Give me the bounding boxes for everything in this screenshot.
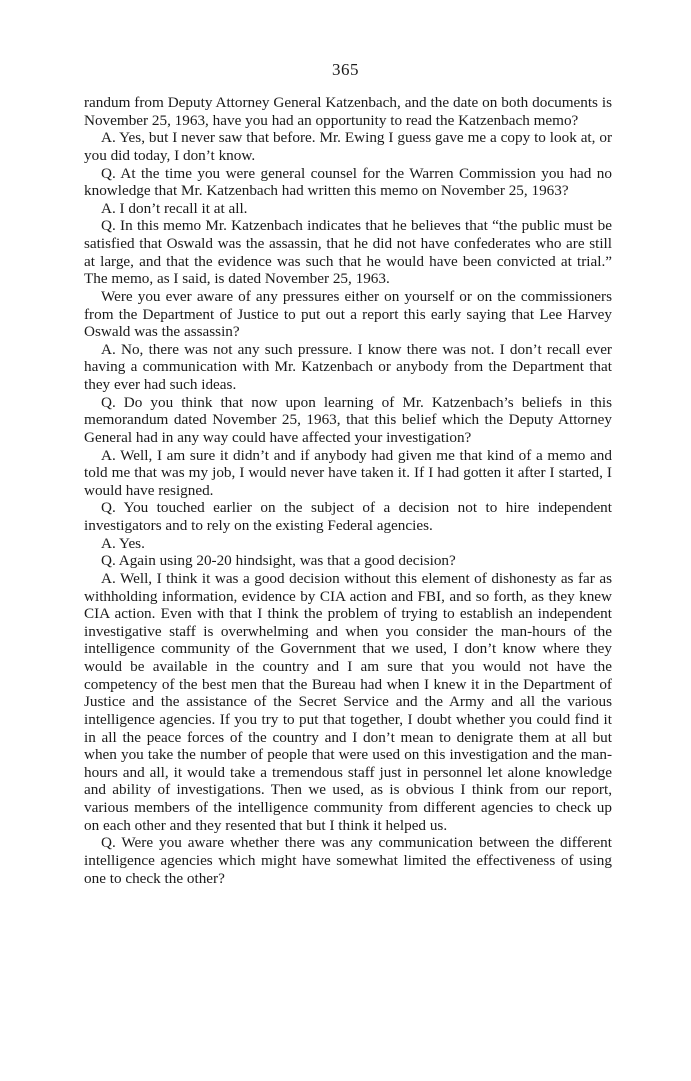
paragraph: A. Yes, but I never saw that before. Mr. Ewing I guess gave me a copy to look at, or you did today, I don’t know. bbox=[84, 129, 612, 164]
paragraph: A. Well, I am sure it didn’t and if anybody had given me that kind of a memo and told me that was my job, I would never have taken it. If I had gotten it after I started, I would have resigned. bbox=[84, 446, 612, 499]
paragraph: Q. In this memo Mr. Katzenbach indicates that he believes that “the public must be satisfied that Oswald was the assassin, that he did not have confederates who are still at large, and that the evidence was such that he would have been convicted at trial.” The memo, as I said, is dated November 25, 1963. bbox=[84, 217, 612, 288]
body-text bbox=[84, 94, 612, 887]
paragraph: Q. You touched earlier on the subject of a decision not to hire independent investigators and to rely on the existing Federal agencies. bbox=[84, 499, 612, 534]
paragraph: randum from Deputy Attorney General Katzenbach, and the date on both documents is November 25, 1963, have you had an opportunity to read the Katzenbach memo? bbox=[84, 94, 612, 129]
paragraph: Were you ever aware of any pressures either on yourself or on the commissioners from the Department of Justice to put out a report this early saying that Lee Harvey Oswald was the assassin? bbox=[84, 287, 612, 341]
paragraph: Q. Again using 20-20 hindsight, was that a good decision? bbox=[101, 552, 456, 570]
paragraph: A. Yes. bbox=[101, 534, 145, 552]
page-number: 365 bbox=[332, 60, 359, 79]
paragraph: Q. Do you think that now upon learning of Mr. Katzenbach’s beliefs in this memorandum dated November 25, 1963, that this belief which the Deputy Attorney General had in any way could have affected your investigation? bbox=[84, 393, 612, 446]
paragraph: Q. At the time you were general counsel for the Warren Commission you had no knowledge that Mr. Katzenbach had written this memo on November 25, 1963? bbox=[84, 164, 612, 200]
paragraph: A. Well, I think it was a good decision without this element of dishonesty as far as withholding information, evidence by CIA action and FBI, and so forth, as they knew CIA action. Even with that I think the problem of trying to establish an independent investigative staff is overwhelming and when you consider the man-hours of the intelligence community of the Government that we used, I don’t know where they would be available in the country and I am sure that you would not have the competency of the best men that the Bureau had when I knew it in the Department of Justice and the assistance of the Secret Service and the Army and all the various intelligence agencies. If you try to put that together, I doubt whether you could find it in all the peace forces of the country and I don’t mean to denigrate them at all but when you take the number of people that were used on this investigation and the man-hours and all, it would take a tremendous staff just in personnel let alone knowledge and ability of investigations. Then we used, as is obvious I think from our report, various members of the intelligence community from different agencies to check up on each other and they resented that but I think it helped us. bbox=[84, 569, 612, 834]
paragraph: A. I don’t recall it at all. bbox=[101, 199, 248, 217]
paragraph: Q. Were you aware whether there was any communication between the different intelligence agencies which might have somewhat limited the effectiveness of using one to check the other? bbox=[84, 834, 612, 887]
paragraph: A. No, there was not any such pressure. I know there was not. I don’t recall ever having a communication with Mr. Katzenbach or anybody from the Department that they ever had such ideas. bbox=[84, 340, 612, 393]
